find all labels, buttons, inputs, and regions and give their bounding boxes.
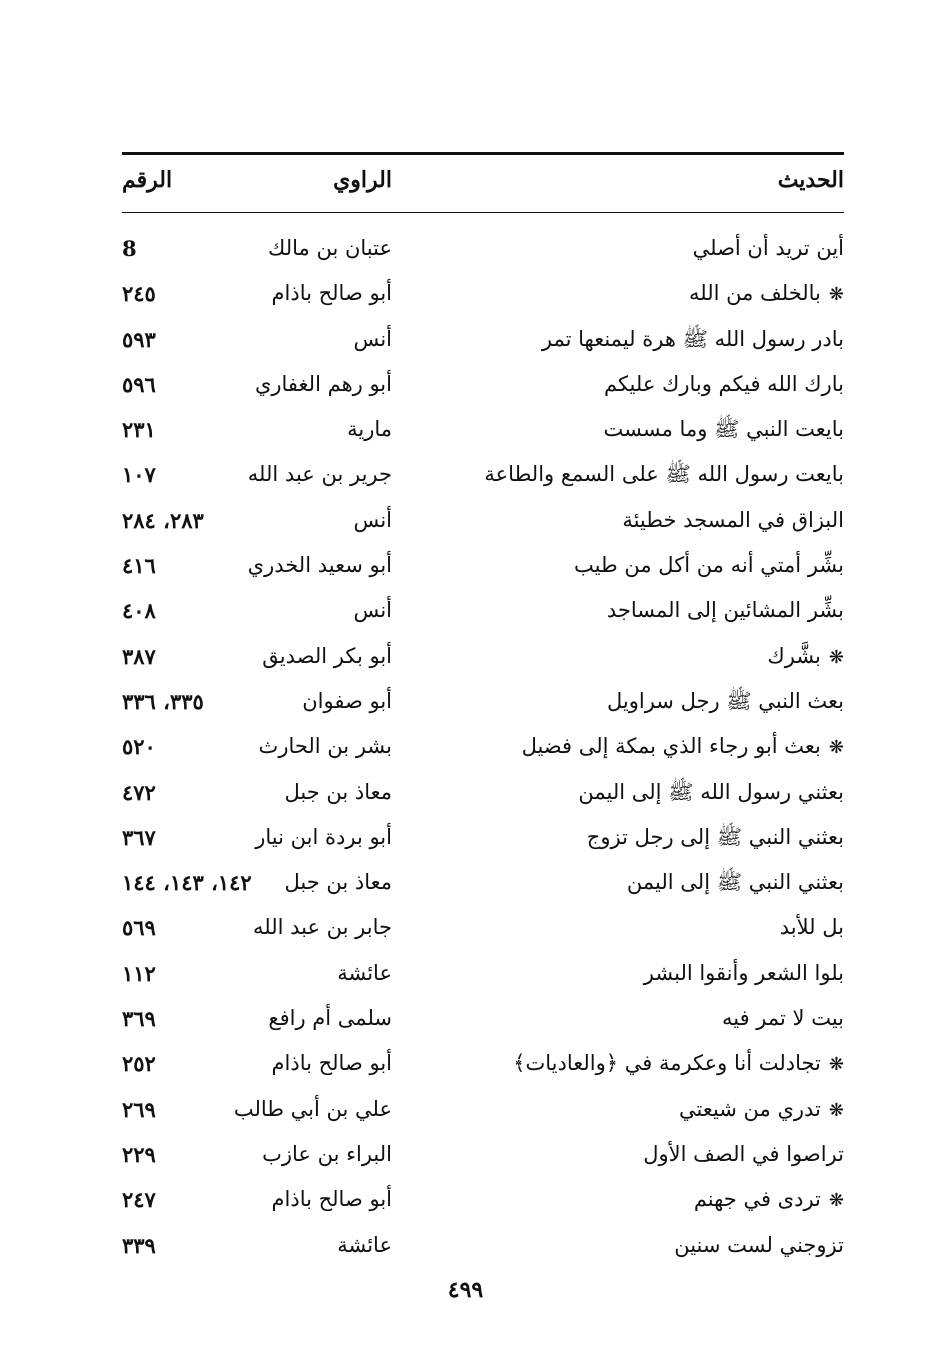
narrator-name: معاذ بن جبل bbox=[284, 779, 392, 804]
hadith-number: ٢٥٢ bbox=[122, 1051, 156, 1077]
hadith-number: ٥٩٣ bbox=[122, 326, 156, 352]
hadith-text bbox=[722, 996, 844, 1041]
hadith-text bbox=[607, 588, 844, 633]
hadith-label: بعث النبي ﷺ رجل سراويل bbox=[606, 688, 844, 713]
table-row bbox=[122, 860, 844, 905]
hadith-text bbox=[542, 317, 844, 362]
hadith-text bbox=[644, 951, 844, 996]
table-row bbox=[122, 996, 844, 1041]
table-row bbox=[122, 1087, 844, 1132]
narrator-name: أبو صالح باذام bbox=[271, 1187, 392, 1212]
hadith-label: بايعت النبي ﷺ وما مسست bbox=[603, 417, 844, 442]
hadith-number: 8 bbox=[122, 236, 137, 261]
asterisk-icon: ❋ bbox=[828, 1190, 844, 1212]
hadith-label: بلوا الشعر وأنقوا البشر bbox=[643, 960, 844, 985]
hadith-number: ٤١٦ bbox=[122, 553, 156, 579]
hadith-number: ٥٩٦ bbox=[122, 371, 156, 397]
narrator-name: جرير بن عبد الله bbox=[247, 462, 392, 487]
hadith-label: بالخلف من الله bbox=[688, 281, 821, 306]
table-row bbox=[122, 951, 844, 996]
hadith-number: ٤٠٨ bbox=[122, 598, 156, 624]
hadith-text bbox=[643, 1132, 844, 1177]
hadith-text bbox=[694, 1177, 844, 1223]
hadith-number: ١٤٢، ١٤٣، ١٤٤ bbox=[122, 870, 252, 896]
table-row bbox=[122, 1041, 844, 1086]
table-row bbox=[122, 588, 844, 633]
hadith-label: بشِّر أمتي أنه من أكل من طيب bbox=[574, 553, 844, 578]
hadith-number: ٣٨٧ bbox=[122, 643, 156, 669]
narrator-name: أنس bbox=[353, 507, 392, 532]
hadith-index-table bbox=[122, 226, 844, 1268]
table-row bbox=[122, 226, 844, 271]
hadith-text bbox=[522, 724, 844, 770]
hadith-label: بعثني رسول الله ﷺ إلى اليمن bbox=[578, 779, 844, 804]
asterisk-icon: ❋ bbox=[828, 737, 844, 759]
narrator-name: البراء بن عازب bbox=[262, 1141, 392, 1166]
hadith-text bbox=[780, 905, 844, 950]
hadith-label: البزاق في المسجد خطيئة bbox=[622, 507, 844, 532]
hadith-label: تردى في جهنم bbox=[693, 1187, 821, 1212]
hadith-label: بل للأبد bbox=[779, 915, 844, 940]
header-hadith: الحديث bbox=[777, 167, 844, 193]
narrator-name: بشر بن الحارث bbox=[258, 734, 392, 759]
table-row bbox=[122, 1177, 844, 1222]
hadith-text bbox=[604, 362, 844, 407]
hadith-text bbox=[622, 498, 844, 543]
hadith-label: بادر رسول الله ﷺ هرة ليمنعها تمر bbox=[541, 326, 844, 351]
page-number: ٤٩٩ bbox=[447, 1277, 484, 1303]
table-row bbox=[122, 1132, 844, 1177]
hadith-text bbox=[587, 815, 844, 860]
hadith-label: بايعت رسول الله ﷺ على السمع والطاعة bbox=[484, 462, 844, 487]
table-row bbox=[122, 905, 844, 950]
hadith-text bbox=[513, 1041, 844, 1087]
hadith-text bbox=[578, 770, 844, 815]
narrator-name: علي بن أبي طالب bbox=[233, 1096, 392, 1121]
narrator-name: عتبان بن مالك bbox=[268, 236, 392, 260]
narrator-name: أبو رهم الغفاري bbox=[254, 371, 392, 396]
asterisk-icon: ❋ bbox=[828, 1099, 844, 1121]
hadith-number: ٢٢٩ bbox=[122, 1141, 156, 1167]
narrator-name: عائشة bbox=[337, 960, 392, 985]
hadith-number: ٢٣١ bbox=[122, 417, 156, 443]
hadith-number: ٢٤٥ bbox=[122, 281, 156, 307]
asterisk-icon: ❋ bbox=[828, 1054, 844, 1076]
hadith-text bbox=[767, 634, 844, 680]
hadith-number: ١١٢ bbox=[122, 960, 156, 986]
header-rawi: الراوي bbox=[333, 167, 392, 193]
hadith-number: ٣٦٧ bbox=[122, 824, 156, 850]
narrator-name: سلمى أم رافع bbox=[268, 1006, 392, 1031]
table-row bbox=[122, 498, 844, 543]
narrator-name: أبو سعيد الخدري bbox=[247, 553, 392, 578]
narrator-name: مارية bbox=[347, 417, 392, 442]
hadith-label: تدري من شيعتي bbox=[678, 1096, 821, 1121]
hadith-text bbox=[604, 407, 844, 452]
hadith-number: ٥٢٠ bbox=[122, 734, 156, 760]
narrator-name: جابر بن عبد الله bbox=[252, 915, 392, 940]
hadith-text bbox=[574, 543, 844, 588]
table-row bbox=[122, 407, 844, 452]
hadith-number: ٢٤٧ bbox=[122, 1187, 156, 1213]
hadith-number: ٣٦٩ bbox=[122, 1006, 156, 1032]
narrator-name: أبو صالح باذام bbox=[271, 281, 392, 306]
narrator-name: أبو بردة ابن نيار bbox=[255, 824, 392, 849]
hadith-label: تراصوا في الصف الأول bbox=[643, 1141, 844, 1166]
hadith-label: بعثني النبي ﷺ إلى رجل تزوج bbox=[586, 824, 844, 849]
table-row bbox=[122, 815, 844, 860]
table-row bbox=[122, 317, 844, 362]
table-row bbox=[122, 679, 844, 724]
table-row bbox=[122, 362, 844, 407]
hadith-number: ٢٨٣، ٢٨٤ bbox=[122, 507, 204, 533]
table-top-rule bbox=[122, 152, 844, 155]
narrator-name: أنس bbox=[353, 598, 392, 623]
hadith-label: بعثني النبي ﷺ إلى اليمن bbox=[626, 870, 844, 895]
hadith-label: بارك الله فيكم وبارك عليكم bbox=[603, 371, 844, 396]
hadith-text bbox=[484, 452, 844, 497]
table-row bbox=[122, 452, 844, 497]
hadith-text bbox=[689, 271, 844, 317]
hadith-label: بشِّر المشائين إلى المساجد bbox=[606, 598, 844, 623]
hadith-number: ٣٣٩ bbox=[122, 1232, 156, 1258]
header-raqm: الرقم bbox=[122, 167, 173, 193]
asterisk-icon: ❋ bbox=[828, 646, 844, 668]
asterisk-icon: ❋ bbox=[828, 284, 844, 306]
hadith-number: ٤٧٢ bbox=[122, 779, 156, 805]
narrator-name: عائشة bbox=[337, 1232, 392, 1257]
table-row bbox=[122, 634, 844, 679]
hadith-label: تجادلت أنا وعكرمة في ﴿والعاديات﴾ bbox=[513, 1051, 821, 1076]
table-row bbox=[122, 1223, 844, 1268]
hadith-text bbox=[693, 226, 844, 271]
table-row bbox=[122, 770, 844, 815]
hadith-label: أين تريد أن أصلي bbox=[692, 236, 844, 260]
narrator-name: أنس bbox=[353, 326, 392, 351]
hadith-label: بيت لا تمر فيه bbox=[721, 1006, 844, 1031]
table-header-rule bbox=[122, 212, 844, 213]
narrator-name: أبو صالح باذام bbox=[271, 1051, 392, 1076]
hadith-text bbox=[674, 1223, 844, 1268]
hadith-label: تزوجني لست سنين bbox=[674, 1232, 844, 1257]
narrator-name: أبو صفوان bbox=[302, 688, 392, 713]
narrator-name: أبو بكر الصديق bbox=[262, 643, 392, 668]
hadith-number: ٥٦٩ bbox=[122, 915, 156, 941]
table-header bbox=[122, 162, 844, 202]
hadith-number: ٣٣٥، ٣٣٦ bbox=[122, 688, 204, 714]
narrator-name: معاذ بن جبل bbox=[284, 870, 392, 895]
hadith-number: ١٠٧ bbox=[122, 462, 156, 488]
table-row bbox=[122, 271, 844, 316]
hadith-text bbox=[607, 679, 844, 724]
hadith-number: ٢٦٩ bbox=[122, 1096, 156, 1122]
table-row bbox=[122, 543, 844, 588]
hadith-label: بعث أبو رجاء الذي بمكة إلى فضيل bbox=[521, 734, 821, 759]
hadith-text bbox=[679, 1087, 844, 1133]
hadith-label: بشَّرك bbox=[767, 643, 821, 668]
hadith-text bbox=[627, 860, 844, 905]
table-row bbox=[122, 724, 844, 769]
